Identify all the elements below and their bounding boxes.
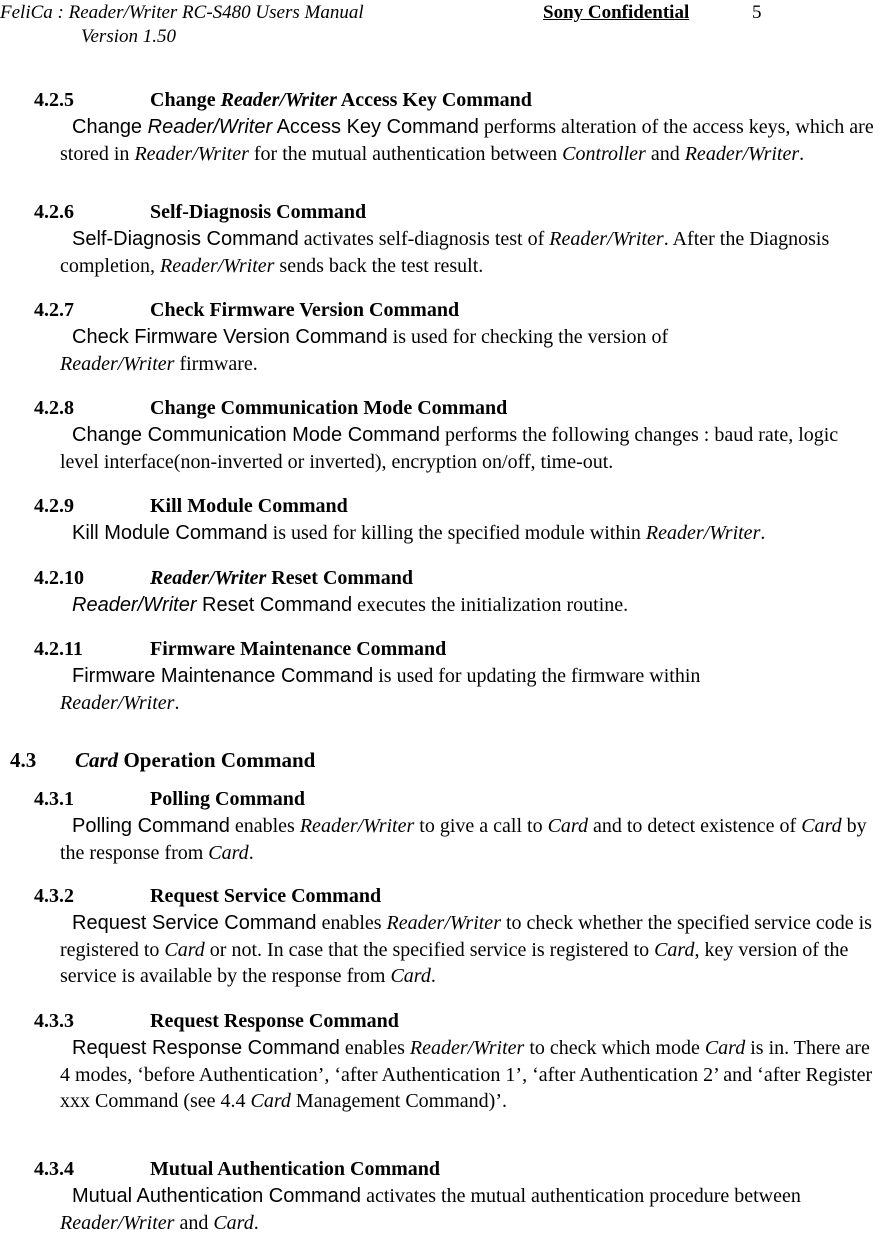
section-heading: 4.3.3 Request Response Command xyxy=(34,1010,399,1032)
section-number: 4.3.2 xyxy=(34,885,74,907)
section-heading: 4.3.2 Request Service Command xyxy=(34,885,382,907)
section-body: Change Reader/Writer Access Key Command performs alteration of the access keys, which are stored in Reader/Writer for the mutual authentication between Controller and Reader/Writer. xyxy=(60,116,874,165)
section-body: Kill Module Command is used for killing the specified module within Reader/Writer. xyxy=(72,522,766,544)
section-number: 4.2.11 xyxy=(34,638,83,660)
page-header xyxy=(0,0,881,52)
section-number: 4.2.8 xyxy=(34,397,74,419)
section-number: 4.2.7 xyxy=(34,299,74,321)
section-body: Request Service Command enables Reader/Writer to check whether the specified service code is registered to Card or not. In case that the specified service is registered to Card, key version of the service is available by the response from Card. xyxy=(60,912,872,987)
section-number: 4.3.4 xyxy=(34,1158,74,1180)
section-heading: 4.3.1 Polling Command xyxy=(34,788,306,810)
page-number: 5 xyxy=(752,2,762,23)
section-body: Self-Diagnosis Command activates self-diagnosis test of Reader/Writer. After the Diagnosis completion, Reader/Writer sends back the test result. xyxy=(60,228,830,277)
section-heading: 4.3 Card Operation Command xyxy=(10,748,316,772)
document-title: FeliCa : Reader/Writer RC-S480 Users Manual xyxy=(0,2,364,23)
section-heading: 4.2.9 Kill Module Command xyxy=(34,495,348,517)
section-body: Mutual Authentication Command activates the mutual authentication procedure between Reader/Writer and Card. xyxy=(60,1185,801,1234)
section-heading: 4.2.8 Change Communication Mode Command xyxy=(34,397,508,419)
section-body: Reader/Writer Reset Command executes the initialization routine. xyxy=(72,594,629,616)
section-number: 4.2.9 xyxy=(34,495,74,517)
section-number: 4.3.3 xyxy=(34,1010,74,1032)
section-number: 4.3 xyxy=(10,748,37,772)
section-number: 4.2.6 xyxy=(34,201,74,223)
section-body: Change Communication Mode Command performs the following changes : baud rate, logic level interface(non-inverted or inverted), encryption on/off, time-out. xyxy=(60,424,839,473)
section-number: 4.2.10 xyxy=(34,567,84,589)
section-heading: 4.2.7 Check Firmware Version Command xyxy=(34,299,460,321)
section-number: 4.3.1 xyxy=(34,788,74,810)
section-body: Firmware Maintenance Command is used for updating the firmware within Reader/Writer. xyxy=(60,665,701,714)
document-version: Version 1.50 xyxy=(81,26,176,47)
section-heading: 4.2.6 Self-Diagnosis Command xyxy=(34,201,367,223)
section-heading: 4.2.5 Change Reader/Writer Access Key Command xyxy=(34,89,532,111)
confidential-label: Sony Confidential xyxy=(543,2,690,23)
section-heading: 4.3.4 Mutual Authentication Command xyxy=(34,1158,441,1180)
section-heading: 4.2.10 Reader/Writer Reset Command xyxy=(34,567,413,589)
section-number: 4.2.5 xyxy=(34,89,74,111)
section-body: Polling Command enables Reader/Writer to give a call to Card and to detect existence of Card by the response from Card. xyxy=(60,815,867,864)
section-body: Check Firmware Version Command is used for checking the version of Reader/Writer firmware. xyxy=(60,326,669,375)
section-body: Request Response Command enables Reader/Writer to check which mode Card is in. There are 4 modes, ‘before Authentication’, ‘after Authentication 1’, ‘after Authentication 2’ and ‘after Register xxx Command (see 4.4 Card Management Command)’. xyxy=(60,1037,873,1112)
section-heading: 4.2.11 Firmware Maintenance Command xyxy=(34,638,447,660)
